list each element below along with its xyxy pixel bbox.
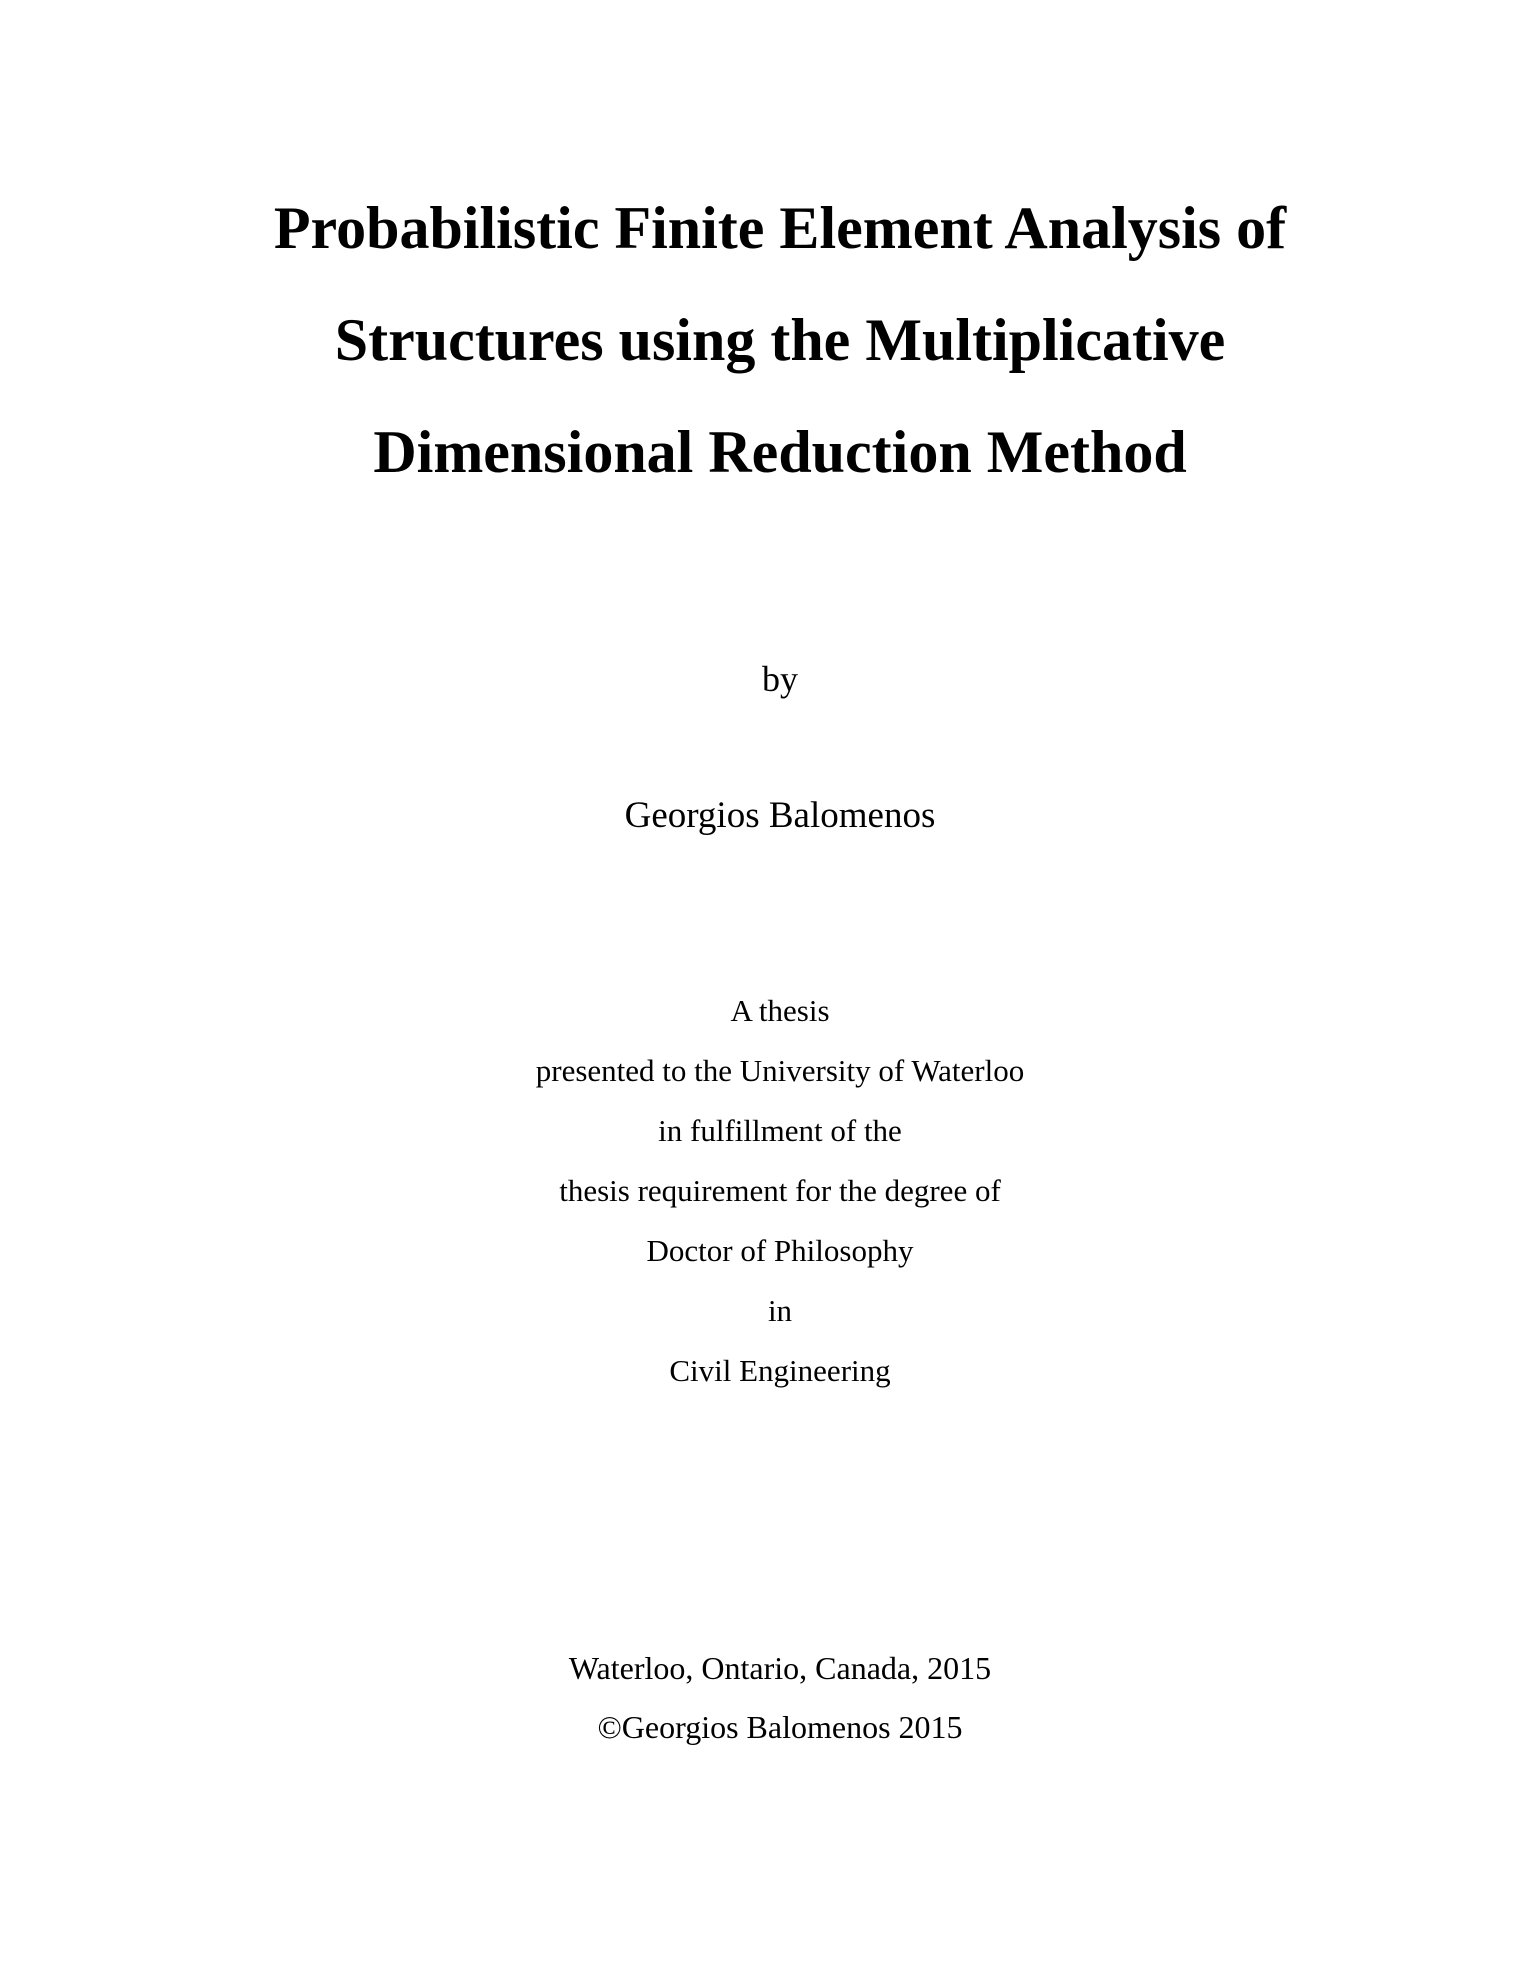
copyright-notice: ©Georgios Balomenos 2015	[597, 1709, 963, 1745]
thesis-title	[0, 172, 1530, 508]
thesis-line-5: Doctor of Philosophy	[646, 1233, 914, 1268]
author-name: Georgios Balomenos	[624, 795, 936, 836]
thesis-line-2: presented to the University of Waterloo	[535, 1053, 1025, 1088]
thesis-statement	[0, 981, 1530, 1401]
thesis-line-6: in	[767, 1293, 793, 1328]
thesis-line-7: Civil Engineering	[669, 1353, 891, 1388]
title-line-1: Probabilistic Finite Element Analysis of	[273, 195, 1287, 261]
location-year: Waterloo, Ontario, Canada, 2015	[568, 1650, 992, 1686]
thesis-line-1: A thesis	[730, 993, 830, 1028]
thesis-line-4: thesis requirement for the degree of	[559, 1173, 1001, 1208]
publication-info	[0, 1639, 1530, 1757]
title-line-2: Structures using the Multiplicative	[334, 307, 1226, 373]
thesis-line-3: in fulfillment of the	[658, 1113, 902, 1148]
title-line-3: Dimensional Reduction Method	[373, 419, 1187, 485]
by-label: by	[762, 659, 798, 699]
